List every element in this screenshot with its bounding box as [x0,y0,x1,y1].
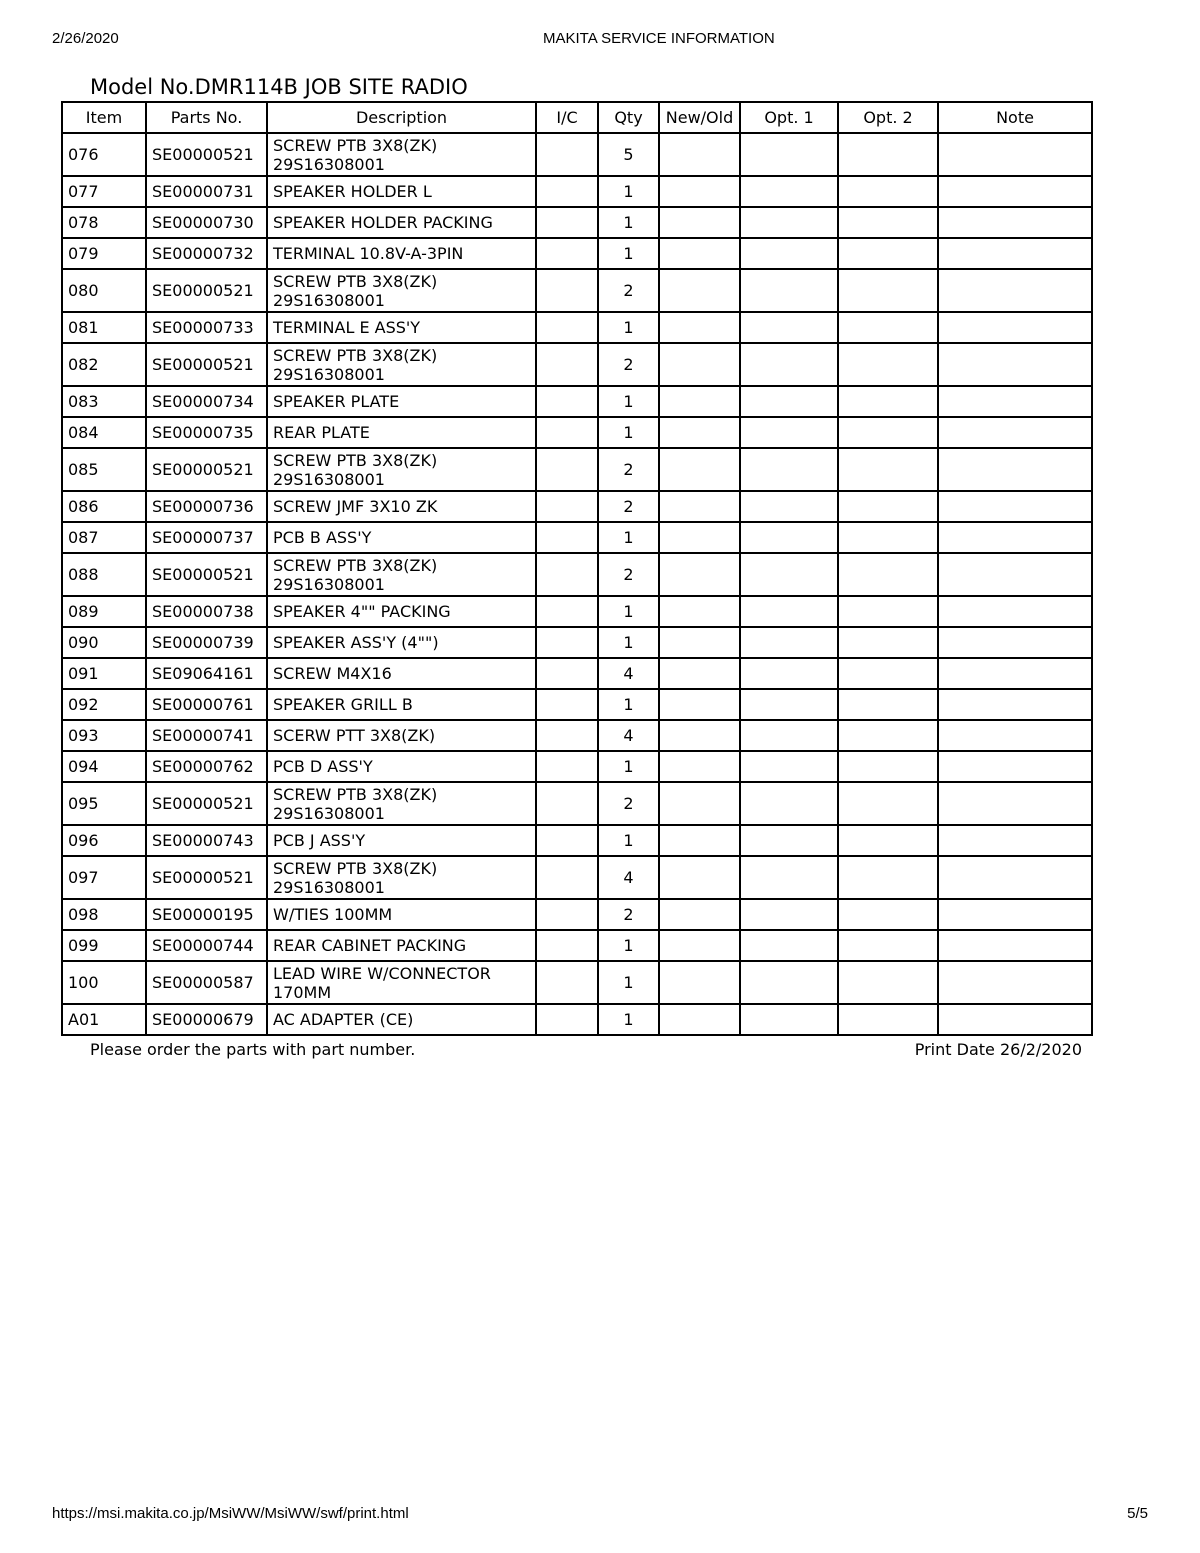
note-cell [938,658,1092,689]
qty-cell: 1 [598,417,659,448]
table-row [62,176,1092,207]
note-cell [938,825,1092,856]
qty-cell: 2 [598,782,659,825]
description-cell: PCB D ASS'Y [267,751,536,782]
qty-cell: 1 [598,207,659,238]
column-header: Note [938,102,1092,133]
part-number-cell: SE00000739 [146,627,267,658]
qty-cell: 5 [598,133,659,176]
description-cell: SPEAKER GRILL B [267,689,536,720]
description-cell: TERMINAL E ASS'Y [267,312,536,343]
table-row [62,627,1092,658]
note-cell [938,448,1092,491]
note-cell [938,133,1092,176]
part-number-cell: SE00000735 [146,417,267,448]
new-old-cell [659,343,740,386]
table-row [62,417,1092,448]
item-cell: 078 [62,207,146,238]
ic-cell [536,961,598,1004]
item-cell: 079 [62,238,146,269]
qty-cell: 1 [598,961,659,1004]
ic-cell [536,269,598,312]
ic-cell [536,448,598,491]
table-row [62,751,1092,782]
ic-cell [536,627,598,658]
column-header: New/Old [659,102,740,133]
part-number-cell: SE00000737 [146,522,267,553]
ic-cell [536,176,598,207]
part-number-cell: SE00000521 [146,269,267,312]
qty-cell: 4 [598,720,659,751]
opt1-cell [740,825,838,856]
new-old-cell [659,930,740,961]
table-row [62,133,1092,176]
new-old-cell [659,553,740,596]
parts-table-body [62,133,1092,1035]
qty-cell: 2 [598,899,659,930]
model-title: Model No.DMR114B JOB SITE RADIO [90,75,468,99]
table-row [62,782,1092,825]
item-cell: 100 [62,961,146,1004]
opt2-cell [838,312,938,343]
qty-cell: 1 [598,689,659,720]
part-number-cell: SE00000744 [146,930,267,961]
opt2-cell [838,553,938,596]
opt1-cell [740,522,838,553]
table-row [62,491,1092,522]
column-header: I/C [536,102,598,133]
opt2-cell [838,1004,938,1035]
opt2-cell [838,522,938,553]
opt1-cell [740,961,838,1004]
part-number-cell: SE00000195 [146,899,267,930]
new-old-cell [659,133,740,176]
opt2-cell [838,627,938,658]
new-old-cell [659,856,740,899]
description-cell: SPEAKER HOLDER L [267,176,536,207]
item-cell: 097 [62,856,146,899]
item-cell: 089 [62,596,146,627]
note-cell [938,899,1092,930]
new-old-cell [659,658,740,689]
table-row [62,386,1092,417]
new-old-cell [659,720,740,751]
new-old-cell [659,522,740,553]
opt1-cell [740,782,838,825]
item-cell: 077 [62,176,146,207]
table-row [62,269,1092,312]
item-cell: 098 [62,899,146,930]
part-number-cell: SE00000679 [146,1004,267,1035]
qty-cell: 1 [598,596,659,627]
opt2-cell [838,386,938,417]
qty-cell: 1 [598,627,659,658]
opt1-cell [740,856,838,899]
ic-cell [536,133,598,176]
part-number-cell: SE00000732 [146,238,267,269]
opt1-cell [740,658,838,689]
opt1-cell [740,491,838,522]
qty-cell: 1 [598,930,659,961]
qty-cell: 1 [598,1004,659,1035]
new-old-cell [659,417,740,448]
new-old-cell [659,176,740,207]
description-cell: W/TIES 100MM [267,899,536,930]
part-number-cell: SE00000521 [146,856,267,899]
ic-cell [536,553,598,596]
table-header-row [62,102,1092,133]
description-cell: SPEAKER ASS'Y (4"") [267,627,536,658]
item-cell: 085 [62,448,146,491]
opt1-cell [740,751,838,782]
note-cell [938,961,1092,1004]
note-cell [938,1004,1092,1035]
description-cell: SCREW PTB 3X8(ZK) 29S16308001 [267,553,536,596]
qty-cell: 2 [598,448,659,491]
table-row [62,720,1092,751]
qty-cell: 1 [598,825,659,856]
item-cell: 099 [62,930,146,961]
description-cell: SPEAKER HOLDER PACKING [267,207,536,238]
note-cell [938,491,1092,522]
table-row [62,312,1092,343]
note-cell [938,386,1092,417]
ic-cell [536,856,598,899]
part-number-cell: SE00000734 [146,386,267,417]
note-cell [938,343,1092,386]
description-cell: SCERW PTT 3X8(ZK) [267,720,536,751]
parts-table [61,101,1093,1036]
note-cell [938,269,1092,312]
part-number-cell: SE00000587 [146,961,267,1004]
item-cell: 094 [62,751,146,782]
qty-cell: 1 [598,751,659,782]
opt1-cell [740,627,838,658]
opt1-cell [740,720,838,751]
ic-cell [536,930,598,961]
part-number-cell: SE00000521 [146,553,267,596]
opt2-cell [838,176,938,207]
table-row [62,1004,1092,1035]
table-row [62,207,1092,238]
note-cell [938,238,1092,269]
description-cell: SCREW PTB 3X8(ZK) 29S16308001 [267,448,536,491]
note-cell [938,312,1092,343]
print-date-note: Print Date 26/2/2020 [914,1040,1082,1059]
column-header: Opt. 1 [740,102,838,133]
item-cell: 086 [62,491,146,522]
new-old-cell [659,899,740,930]
note-cell [938,522,1092,553]
ic-cell [536,1004,598,1035]
ic-cell [536,596,598,627]
opt1-cell [740,386,838,417]
opt2-cell [838,491,938,522]
opt1-cell [740,1004,838,1035]
qty-cell: 1 [598,238,659,269]
opt2-cell [838,782,938,825]
description-cell: PCB B ASS'Y [267,522,536,553]
new-old-cell [659,491,740,522]
description-cell: LEAD WIRE W/CONNECTOR 170MM [267,961,536,1004]
ic-cell [536,386,598,417]
ic-cell [536,751,598,782]
note-cell [938,553,1092,596]
new-old-cell [659,689,740,720]
qty-cell: 1 [598,386,659,417]
description-cell: PCB J ASS'Y [267,825,536,856]
column-header: Description [267,102,536,133]
opt2-cell [838,596,938,627]
ic-cell [536,238,598,269]
opt2-cell [838,856,938,899]
description-cell: SPEAKER 4"" PACKING [267,596,536,627]
item-cell: 093 [62,720,146,751]
opt1-cell [740,448,838,491]
opt1-cell [740,596,838,627]
opt1-cell [740,417,838,448]
new-old-cell [659,627,740,658]
opt1-cell [740,553,838,596]
table-row [62,448,1092,491]
new-old-cell [659,1004,740,1035]
new-old-cell [659,269,740,312]
part-number-cell: SE09064161 [146,658,267,689]
note-cell [938,720,1092,751]
item-cell: 087 [62,522,146,553]
description-cell: SCREW PTB 3X8(ZK) 29S16308001 [267,269,536,312]
note-cell [938,417,1092,448]
opt2-cell [838,899,938,930]
part-number-cell: SE00000521 [146,448,267,491]
item-cell: 095 [62,782,146,825]
opt2-cell [838,343,938,386]
footer-page-number: 5/5 [1127,1505,1148,1522]
ic-cell [536,207,598,238]
note-cell [938,176,1092,207]
item-cell: 081 [62,312,146,343]
part-number-cell: SE00000733 [146,312,267,343]
table-row [62,961,1092,1004]
note-cell [938,689,1092,720]
description-cell: SCREW PTB 3X8(ZK) 29S16308001 [267,133,536,176]
new-old-cell [659,312,740,343]
qty-cell: 1 [598,522,659,553]
new-old-cell [659,386,740,417]
ic-cell [536,658,598,689]
new-old-cell [659,448,740,491]
item-cell: 090 [62,627,146,658]
item-cell: A01 [62,1004,146,1035]
table-row [62,658,1092,689]
description-cell: SPEAKER PLATE [267,386,536,417]
table-row [62,930,1092,961]
table-row [62,553,1092,596]
item-cell: 076 [62,133,146,176]
ic-cell [536,782,598,825]
part-number-cell: SE00000731 [146,176,267,207]
new-old-cell [659,596,740,627]
table-row [62,899,1092,930]
opt2-cell [838,133,938,176]
opt2-cell [838,658,938,689]
part-number-cell: SE00000741 [146,720,267,751]
ic-cell [536,343,598,386]
part-number-cell: SE00000762 [146,751,267,782]
note-cell [938,596,1092,627]
column-header: Qty [598,102,659,133]
qty-cell: 2 [598,269,659,312]
ic-cell [536,899,598,930]
opt1-cell [740,238,838,269]
part-number-cell: SE00000730 [146,207,267,238]
ic-cell [536,312,598,343]
opt2-cell [838,961,938,1004]
note-cell [938,627,1092,658]
note-cell [938,207,1092,238]
table-row [62,596,1092,627]
part-number-cell: SE00000521 [146,782,267,825]
new-old-cell [659,782,740,825]
ic-cell [536,689,598,720]
opt2-cell [838,751,938,782]
new-old-cell [659,207,740,238]
part-number-cell: SE00000761 [146,689,267,720]
qty-cell: 4 [598,658,659,689]
opt1-cell [740,207,838,238]
print-header-date: 2/26/2020 [52,30,119,47]
description-cell: SCREW PTB 3X8(ZK) 29S16308001 [267,343,536,386]
ic-cell [536,825,598,856]
opt1-cell [740,312,838,343]
column-header: Opt. 2 [838,102,938,133]
part-number-cell: SE00000521 [146,343,267,386]
qty-cell: 2 [598,343,659,386]
part-number-cell: SE00000736 [146,491,267,522]
ic-cell [536,417,598,448]
description-cell: REAR CABINET PACKING [267,930,536,961]
description-cell: SCREW PTB 3X8(ZK) 29S16308001 [267,856,536,899]
qty-cell: 1 [598,312,659,343]
qty-cell: 2 [598,491,659,522]
column-header: Item [62,102,146,133]
opt1-cell [740,689,838,720]
description-cell: AC ADAPTER (CE) [267,1004,536,1035]
opt1-cell [740,343,838,386]
new-old-cell [659,238,740,269]
note-cell [938,751,1092,782]
opt2-cell [838,207,938,238]
table-row [62,238,1092,269]
table-row [62,343,1092,386]
qty-cell: 2 [598,553,659,596]
ic-cell [536,720,598,751]
opt2-cell [838,238,938,269]
qty-cell: 4 [598,856,659,899]
print-header-title: MAKITA SERVICE INFORMATION [543,30,775,47]
opt2-cell [838,825,938,856]
item-cell: 083 [62,386,146,417]
opt2-cell [838,417,938,448]
description-cell: SCREW PTB 3X8(ZK) 29S16308001 [267,782,536,825]
new-old-cell [659,825,740,856]
note-cell [938,856,1092,899]
opt1-cell [740,899,838,930]
item-cell: 092 [62,689,146,720]
item-cell: 091 [62,658,146,689]
ic-cell [536,522,598,553]
ic-cell [536,491,598,522]
description-cell: TERMINAL 10.8V-A-3PIN [267,238,536,269]
item-cell: 080 [62,269,146,312]
opt2-cell [838,448,938,491]
part-number-cell: SE00000743 [146,825,267,856]
item-cell: 082 [62,343,146,386]
new-old-cell [659,961,740,1004]
note-cell [938,782,1092,825]
column-header: Parts No. [146,102,267,133]
order-note: Please order the parts with part number. [90,1040,416,1059]
part-number-cell: SE00000738 [146,596,267,627]
part-number-cell: SE00000521 [146,133,267,176]
opt2-cell [838,269,938,312]
qty-cell: 1 [598,176,659,207]
opt1-cell [740,133,838,176]
table-row [62,825,1092,856]
new-old-cell [659,751,740,782]
item-cell: 088 [62,553,146,596]
item-cell: 096 [62,825,146,856]
item-cell: 084 [62,417,146,448]
footer-url: https://msi.makita.co.jp/MsiWW/MsiWW/swf/print.html [52,1505,409,1522]
table-row [62,689,1092,720]
table-row [62,522,1092,553]
table-row [62,856,1092,899]
description-cell: REAR PLATE [267,417,536,448]
description-cell: SCREW JMF 3X10 ZK [267,491,536,522]
opt2-cell [838,689,938,720]
note-cell [938,930,1092,961]
description-cell: SCREW M4X16 [267,658,536,689]
opt2-cell [838,720,938,751]
opt1-cell [740,930,838,961]
opt2-cell [838,930,938,961]
opt1-cell [740,269,838,312]
opt1-cell [740,176,838,207]
